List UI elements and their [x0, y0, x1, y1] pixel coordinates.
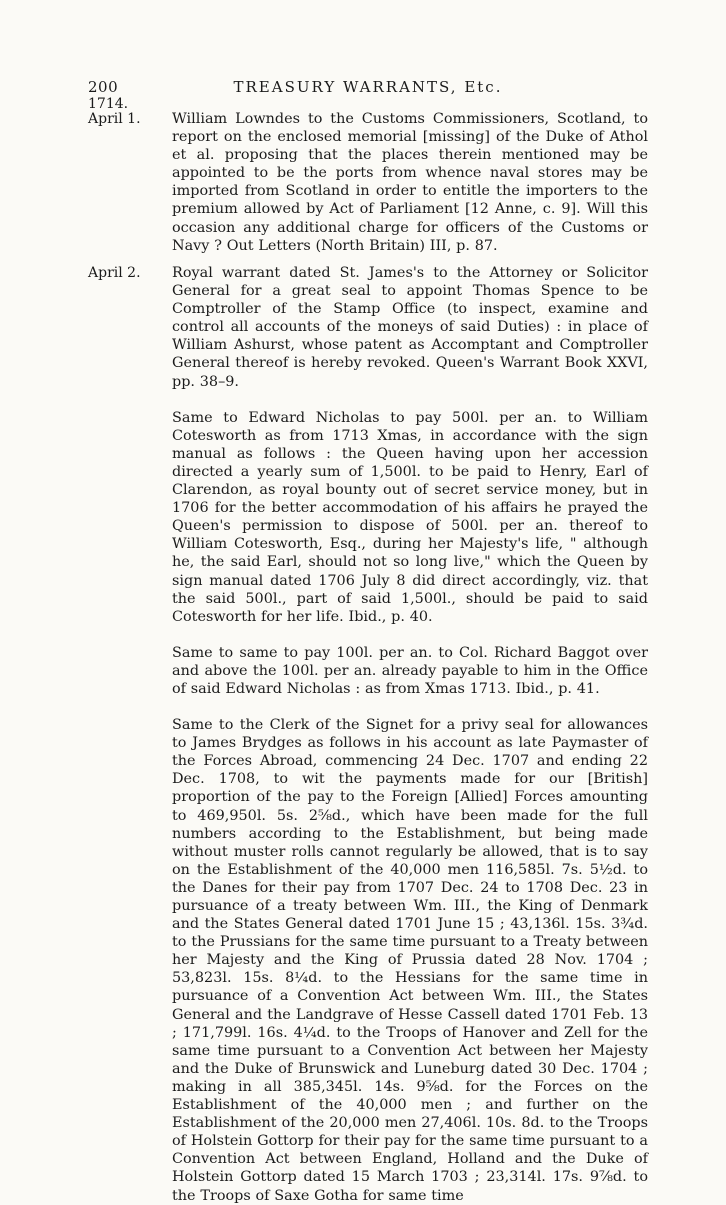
entry-paragraph: Same to the Clerk of the Signet for a privy seal for allowances to James Brydges as follows in his account as late Paymaster of the Forces Abroad, commencing 24 Dec. 1707 and ending 22 Dec. 1708, to wit the payments made for our [British] proportion of the pay to the Foreign [Allied] Forces amounting to 469,950l. 5s. 2⅝d., which have been made for the full numbers according to the Establishment, but being made without muster rolls cannot regularly be allowed, that is to say on the Establishment of the 40,000 men 116,585l. 7s. 5½d. to the Danes for their pay from 1707 Dec. 24 to 1708 Dec. 23 in pursuance of a treaty between Wm. III., the King of Denmark and the States General dated 1701 June 15 ; 43,136l. 15s. 3¾d. to the Prussians for the same time pursuant to a Treaty between her Majesty and the King of Prussia dated 28 Nov. 1704 ; 53,823l. 15s. 8¼d. to the Hessians for the same time in pursuance of a Convention Act between Wm. III., the States General and the Landgrave of Hesse Cassell dated 1701 Feb. 13 ; 171,799l. 16s. 4¼d. to the Troops of Hanover and Zell for the same time pursuant to a Convention Act between her Majesty and the Duke of Brunswick and Luneburg dated 30 Dec. 1704 ; making in all 385,345l. 14s. 9⅝d. for the Forces on the Establishment of the 40,000 men ; and further on the Establishment of the 20,000 men 27,406l. 10s. 8d. to the Troops of Holstein Gottorp for their pay for the same time pursuant to a Convention Act between England, Holland and the Duke of Holstein Gottorp dated 15 March 1703 ; 23,314l. 17s. 9⅞d. to the Troops of Saxe Gotha for same time	[172, 717, 648, 1204]
entry-april-1	[88, 110, 648, 255]
entry-date: April 1.	[88, 111, 141, 127]
entry-april-2	[88, 264, 648, 1205]
entry-paragraph: Same to Edward Nicholas to pay 500l. per an. to William Cotesworth as from 1713 Xmas, in accordance with the sign manual as follows : the Queen having upon her accession directed a yearly sum of 1,500l. to be paid to Henry, Earl of Clarendon, as royal bounty out of secret service money, but in 1706 for the better accommodation of his affairs he prayed the Queen's permission to dispose of 500l. per an. thereof to William Cotesworth, Esq., during her Majesty's life, " although he, the said Earl, should not so long live," which the Queen by sign manual dated 1706 July 8 did direct accordingly, viz. that the said 500l., part of said 1,500l., should be paid to said Cotesworth for her life. Ibid., p. 40.	[172, 409, 648, 625]
entry-body	[172, 110, 648, 255]
entry-paragraph: Same to same to pay 100l. per an. to Col. Richard Baggot over and above the 100l. per an. already payable to him in the Office of said Edward Nicholas : as from Xmas 1713. Ibid., p. 41.	[172, 644, 648, 697]
page-number: 200	[88, 78, 119, 96]
running-title: TREASURY WARRANTS, Etc.	[233, 78, 503, 96]
entry-body	[172, 264, 648, 1205]
entry-date: April 2.	[88, 265, 141, 281]
year-label: 1714.	[88, 96, 129, 112]
entry-paragraph: Royal warrant dated St. James's to the Attorney or Solicitor General for a great seal to appoint Thomas Spence to be Comptroller of the Stamp Office (to inspect, examine and control all accounts of the moneys of said Duties) : in place of William Ashurst, whose patent as Accomptant and Comptroller General thereof is hereby revoked. Queen's Warrant Book XXVI, pp. 38–9.	[172, 265, 648, 390]
page-header	[88, 78, 648, 100]
entry-paragraph: William Lowndes to the Customs Commissioners, Scotland, to report on the enclosed memorial [missing] of the Duke of Athol et al. proposing that the places therein mentioned may be appointed to be the ports from whence naval stores may be imported from Scotland in order to entitle the importers to the premium allowed by Act of Parliament [12 Anne, c. 9]. Will this occasion any additional charge for officers of the Customs or Navy ? Out Letters (North Britain) III, p. 87.	[172, 111, 648, 254]
